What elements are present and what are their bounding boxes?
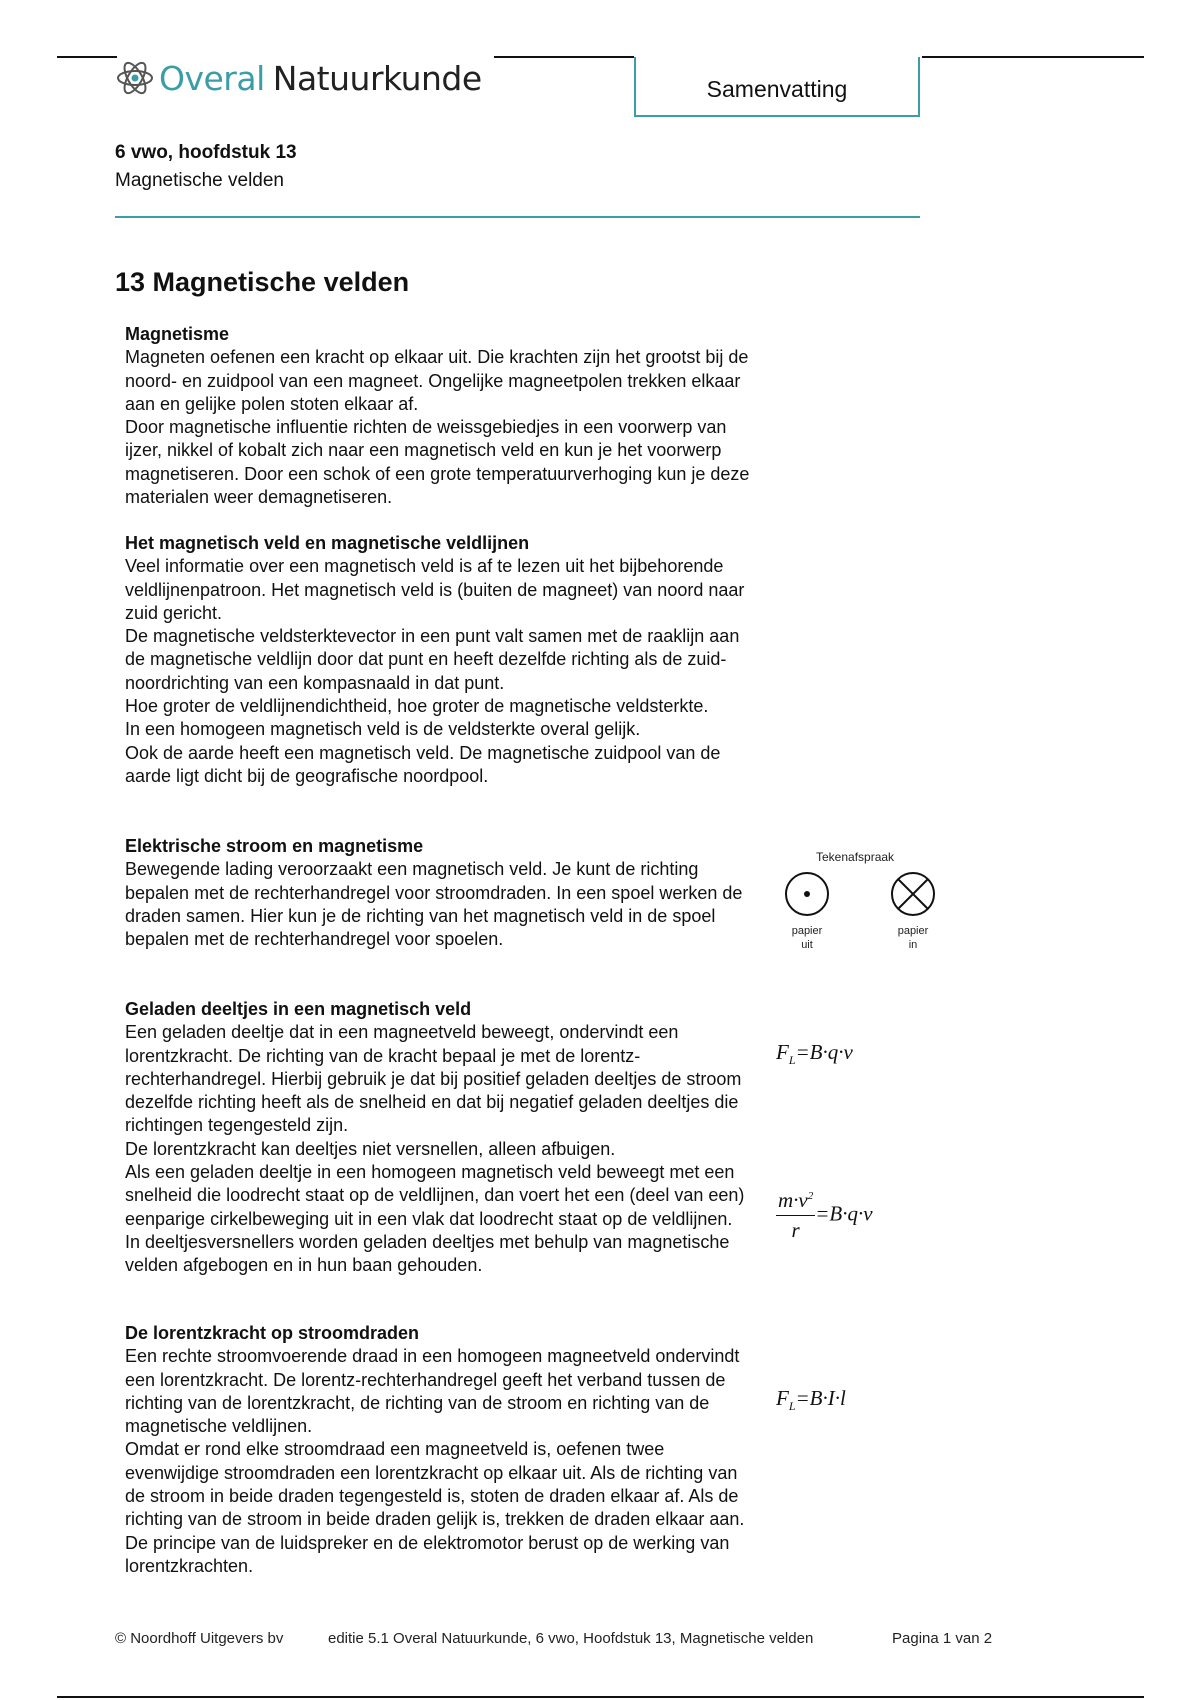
dot-circle-icon — [783, 870, 831, 918]
formula-symbol: F — [776, 1040, 789, 1064]
section-magnetisme — [125, 323, 755, 509]
formula-rhs: =B·I·l — [795, 1386, 846, 1410]
papier-uit-label-1: papier — [791, 925, 823, 937]
formula-centripetal — [776, 1188, 873, 1243]
top-rule-right — [922, 56, 1144, 58]
formula-fraction — [776, 1188, 815, 1243]
subtitle: Magnetische velden — [115, 170, 284, 191]
section-body: Bewegende lading veroorzaakt een magnetisch veld. Je kunt de richting bepalen met de rechterhandregel voor stroomdraden. In een spoel werken de draden samen. Hier kun je de richting van het magnetisch veld in de spoel bepalen met de rechterhandregel voor spoelen. — [125, 859, 743, 950]
top-rule-left — [57, 56, 117, 58]
papier-in-symbol — [881, 870, 945, 951]
bottom-rule — [57, 1696, 1144, 1698]
section-body: Een rechte stroomvoerende draad in een homogeen magneetveld ondervindt een lorentzkracht. De lorentz-rechterhandregel geeft het verband tussen de richting van de lorentzkracht, de richting van de stroom en richting van de magnetische veldlijnen. Omdat er rond elke stroomdraad een magneetveld is, oefenen twee evenwijdige stroomdraden een lorentzkracht op elkaar uit. Als de richting van de stroom in beide draden tegengesteld is, stoten de draden elkaar af. Als de richting van de stroom in beide draden gelijk is, trekken de draden elkaar aan. De principe van de luidspreker en de elektromotor berust op de werking van lorentzkrachten. — [125, 1346, 745, 1576]
papier-in-label-1: papier — [897, 925, 929, 937]
formula-rhs: =B·q·v — [795, 1040, 853, 1064]
papier-uit-label-2: uit — [801, 939, 813, 951]
logo — [115, 56, 495, 100]
grade-chapter: 6 vwo, hoofdstuk 13 — [115, 142, 297, 163]
top-rule-middle — [494, 56, 634, 58]
section-elektrische-stroom — [125, 835, 755, 951]
section-lorentzkracht-stroomdraden — [125, 1322, 755, 1578]
section-body: Magneten oefenen een kracht op elkaar uit. Die krachten zijn het grootst bij de noord- en zuidpool van een magneet. Ongelijke magneetpolen trekken elkaar aan en gelijke polen stoten elkaar af. Door magnetische influentie richten de weissgebiedjes in een voorwerp van ijzer, nikkel of kobalt zich naar een magnetisch veld en kun je het voorwerp magnetiseren. Door een schok of een grote temperatuurverhoging kun je deze materialen weer demagnetiseren. — [125, 347, 750, 508]
formula-subscript: L — [788, 1399, 796, 1414]
tekenafspraak-title: Tekenafspraak — [816, 850, 895, 864]
section-heading: Het magnetisch veld en magnetische veldlijnen — [125, 533, 530, 553]
section-heading: Magnetisme — [125, 324, 230, 344]
footer-copyright: © Noordhoff Uitgevers bv — [115, 1630, 284, 1647]
document-type-badge — [634, 57, 920, 117]
footer-edition: editie 5.1 Overal Natuurkunde, 6 vwo, Hoofdstuk 13, Magnetische velden — [328, 1630, 814, 1647]
formula-symbol: F — [776, 1386, 789, 1410]
formula-denominator: r — [791, 1218, 800, 1242]
section-heading: Elektrische stroom en magnetisme — [125, 836, 424, 856]
papier-in-label-2: in — [908, 939, 918, 951]
chapter-title: 13 Magnetische velden — [115, 267, 410, 297]
section-heading: De lorentzkracht op stroomdraden — [125, 1323, 420, 1343]
header-divider — [115, 216, 920, 218]
logo-overal: Overal — [159, 58, 265, 98]
section-magnetisch-veld — [125, 532, 755, 788]
cross-circle-icon — [889, 870, 937, 918]
papier-uit-symbol — [775, 870, 839, 951]
formula-exponent: 2 — [807, 1190, 814, 1202]
section-heading: Geladen deeltjes in een magnetisch veld — [125, 999, 472, 1019]
formula-numerator-text: m·v — [778, 1188, 808, 1212]
footer-page-number: Pagina 1 van 2 — [892, 1630, 993, 1647]
section-body: Veel informatie over een magnetisch veld is af te lezen uit het bijbehorende veldlijnenpatroon. Het magnetisch veld is (buiten de magneet) van noord naar zuid gericht. De magnetische veldsterktevector in een punt valt samen met de raaklijn aan de magnetische veldlijn door dat punt en heeft dezelfde richting als de zuid-noordrichting van een kompasnaald in dat punt. Hoe groter de veldlijnendichtheid, hoe groter de magnetische veldsterkte. In een homogeen magnetisch veld is de veldsterkte overal gelijk. Ook de aarde heeft een magnetisch veld. De magnetische zuidpool van de aarde ligt dicht bij de geografische noordpool. — [125, 556, 745, 786]
formula-rhs: =B·q·v — [815, 1201, 873, 1226]
logo-natuurkunde: Natuurkunde — [272, 58, 482, 98]
formula-lorentz-wire — [776, 1386, 846, 1414]
formula-lorentz-particle — [776, 1040, 853, 1068]
section-body: Een geladen deeltje dat in een magneetveld beweegt, ondervindt een lorentzkracht. De richting van de kracht bepaal je met de lorentz-rechterhandregel. Hierbij gebruik je dat bij positief geladen deeltjes de stroom dezelfde richting heeft als de snelheid en dat bij negatief geladen deeltjes die richtingen tegengesteld zijn. De lorentzkracht kan deeltjes niet versnellen, alleen afbuigen. Als een geladen deeltje in een homogeen magnetisch veld beweegt met een snelheid die loodrecht staat op de veldlijnen, dan voert het een (deel van een) eenparige cirkelbeweging uit in een vlak dat loodrecht staat op de veldlijnen. In deeltjesversnellers worden geladen deeltjes met behulp van magnetische velden afgebogen en in hun baan gehouden. — [125, 1022, 745, 1276]
atom-icon — [115, 58, 155, 98]
section-geladen-deeltjes — [125, 998, 755, 1278]
formula-numerator — [776, 1188, 815, 1216]
badge-label: Samenvatting — [706, 75, 848, 102]
formula-subscript: L — [788, 1053, 796, 1068]
